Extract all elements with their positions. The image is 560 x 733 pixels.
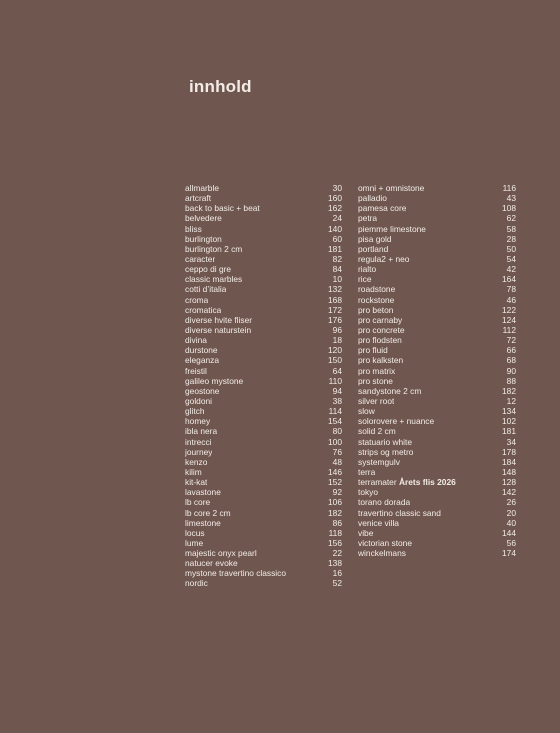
toc-entry-name: pro flodsten [358,335,402,346]
toc-entry-name: piemme limestone [358,223,426,234]
toc-entry [185,264,342,274]
toc-entry-name: allmarble [185,183,219,193]
toc-entry-page: 62 [506,213,516,224]
toc-entry [185,325,342,335]
toc-entry-page: 42 [506,264,516,275]
toc-entry [185,305,342,315]
toc-entry [185,467,342,477]
toc-entry-page: 114 [328,406,342,417]
toc-entry-name: rice [358,274,372,285]
toc-entry-page: 142 [502,487,516,498]
toc-entry-name: pro concrete [358,324,405,335]
toc-entry-page: 90 [506,365,516,376]
toc-entry-name: bliss [185,223,202,234]
toc-entry-page: 56 [506,537,516,548]
toc-entry [185,234,342,244]
toc-entry [358,406,516,416]
toc-entry-page: 26 [506,497,516,508]
toc-entry [358,335,516,345]
toc-entry-page: 80 [332,426,342,437]
toc-entry-page: 88 [506,375,516,386]
toc-entry [358,508,516,518]
toc-entry [358,203,516,213]
toc-entry [358,497,516,507]
toc-entry-page: 182 [502,385,516,396]
toc-entry [358,518,516,528]
toc-entry [185,213,342,223]
toc-entry [185,528,342,538]
toc-entry-name: ceppo di gre [185,264,232,275]
toc-entry-name: winckelmans [358,548,406,559]
toc-entry [185,295,342,305]
toc-entry [185,386,342,396]
toc-entry-name: kit-kat [185,477,208,488]
toc-entry-name: artcraft [185,193,212,204]
toc-entry-name: pro fluid [358,345,388,356]
toc-entry-name: vibe [358,527,374,538]
toc-entry-page: 140 [328,223,342,234]
toc-entry-page: 24 [332,213,342,224]
toc-entry-page: 102 [502,416,516,427]
toc-entry-name: majestic onyx pearl [185,548,257,559]
toc-entry [358,274,516,284]
toc-entry [185,578,342,588]
toc-entry-name: pro kalksten [358,355,404,366]
toc-entry-page: 66 [506,345,516,356]
toc-entry [358,366,516,376]
toc-entry-name: belvedere [185,213,222,224]
toc-entry-name: journey [185,446,213,457]
toc-entry-page: 134 [502,406,516,417]
toc-entry-name: terra [358,466,376,477]
toc-entry [358,213,516,223]
toc-entry-name: lb core [185,497,211,508]
toc-entry [185,244,342,254]
toc-entry-page: 52 [332,578,342,589]
toc-entry-name: palladio [358,193,387,204]
toc-entry-page: 150 [328,355,342,366]
toc-entry [358,396,516,406]
toc-entry-page: 182 [328,507,342,518]
toc-entry [358,437,516,447]
toc-entry [185,355,342,365]
toc-entry-page: 174 [502,548,516,559]
toc-entry [358,315,516,325]
toc-entry-page: 12 [506,395,516,406]
toc-entry-name: cotti d’italia [185,284,227,295]
toc-entry-page: 60 [332,233,342,244]
toc-entry [358,538,516,548]
toc-entry-name: divina [185,335,207,346]
toc-entry-name: kenzo [185,456,208,467]
toc-entry [185,487,342,497]
toc-entry-page: 94 [332,385,342,396]
toc-entry-page: 116 [502,183,516,193]
toc-entry [358,193,516,203]
toc-entry-page: 120 [328,345,342,356]
toc-entry [185,345,342,355]
toc-entry-name: burlington [185,233,222,244]
toc-entry-page: 100 [328,436,342,447]
toc-entry-page: 50 [506,243,516,254]
toc-entry-name: geostone [185,385,220,396]
toc-entry-page: 112 [502,324,516,335]
toc-entry-page: 16 [332,568,342,579]
toc-entry-name: victorian stone [358,537,412,548]
toc-entry-name: freistil [185,365,207,376]
toc-entry [358,244,516,254]
toc-entry-name: pisa gold [358,233,392,244]
toc-entry [358,295,516,305]
toc-entry-page: 38 [332,395,342,406]
toc-entry-name: travertino classic sand [358,507,441,518]
toc-entry [185,437,342,447]
toc-entry-name: regula2 + neo [358,253,410,264]
toc-entry [185,284,342,294]
toc-entry-page: 172 [328,304,342,315]
toc-entry-name: tokyo [358,487,379,498]
toc-entry-page: 18 [332,335,342,346]
toc-entry-page: 184 [502,456,516,467]
toc-entry-page: 181 [328,243,342,254]
toc-entry [185,426,342,436]
toc-entry-page: 54 [506,253,516,264]
toc-entry-name: pro matrix [358,365,396,376]
toc-entry-name: ibla nera [185,426,218,437]
toc-entry-page: 148 [502,466,516,477]
toc-entry-name: classic marbles [185,274,243,285]
toc-entry-name: silver root [358,395,395,406]
toc-entry-name: systemgulv [358,456,400,467]
toc-entry [185,457,342,467]
toc-entry-name: mystone travertino classico [185,568,287,579]
toc-entry-name: durstone [185,345,218,356]
toc-entry-name: diverse hvite fliser [185,314,253,325]
toc-entry-page: 108 [502,203,516,214]
toc-entry-name: torano dorada [358,497,411,508]
toc-entry-name: roadstone [358,284,396,295]
toc-entry [185,508,342,518]
toc-entry-name: caracter [185,253,216,264]
toc-entry [358,254,516,264]
toc-entry [185,274,342,284]
toc-entry-name: terramater Årets flis 2026 [358,477,456,488]
toc-entry-page: 152 [328,477,342,488]
toc-entry-name: pro stone [358,375,393,386]
toc-entry-name: glitch [185,406,205,417]
toc-entry-page: 168 [328,294,342,305]
toc-entry-page: 43 [506,193,516,204]
toc-entry [185,518,342,528]
toc-entry-name: strips og metro [358,446,414,457]
toc-entry-page: 28 [506,233,516,244]
toc-entry-name: lume [185,537,204,548]
toc-entry-name: lavastone [185,487,221,498]
toc-entry-name: omni + omnistone [358,183,425,193]
toc-entry-name: statuario white [358,436,412,447]
toc-entry-page: 46 [506,294,516,305]
toc-entry [185,548,342,558]
toc-entry-name: eleganza [185,355,219,366]
toc-entry-name: homey [185,416,211,427]
toc-entry [185,477,342,487]
toc-entry-page: 92 [332,487,342,498]
toc-entry-page: 84 [332,264,342,275]
toc-column-right [358,183,516,558]
toc-entry [185,335,342,345]
toc-entry-page: 68 [506,355,516,366]
toc-entry [185,183,342,193]
toc-entry-page: 48 [332,456,342,467]
toc-entry [358,426,516,436]
toc-entry [358,305,516,315]
toc-entry [185,254,342,264]
toc-entry-page: 124 [502,314,516,325]
toc-entry-name: back to basic + beat [185,203,260,214]
toc-entry-page: 10 [332,274,342,285]
toc-entry [185,193,342,203]
toc-entry [185,203,342,213]
toc-entry-page: 58 [506,223,516,234]
toc-entry-name: rialto [358,264,377,275]
toc-entry-name: solid 2 cm [358,426,396,437]
toc-entry [185,497,342,507]
toc-entry [358,467,516,477]
toc-entry-page: 64 [332,365,342,376]
toc-entry-name: pro beton [358,304,394,315]
toc-entry-page: 86 [332,517,342,528]
toc-entry [185,366,342,376]
toc-entry [358,416,516,426]
toc-entry [358,386,516,396]
toc-entry [358,487,516,497]
toc-entry-page: 106 [328,497,342,508]
toc-entry-name: nordic [185,578,208,589]
toc-entry [185,416,342,426]
toc-entry-page: 82 [332,253,342,264]
toc-entry [185,538,342,548]
toc-entry [358,355,516,365]
toc-entry [358,345,516,355]
toc-entry [185,315,342,325]
toc-entry [358,477,516,487]
toc-entry-page: 110 [328,375,342,386]
toc-entry-page: 20 [506,507,516,518]
toc-entry-page: 78 [506,284,516,295]
toc-entry-name: galileo mystone [185,375,244,386]
toc-entry [185,568,342,578]
toc-entry-page: 178 [502,446,516,457]
toc-entry-name: portland [358,243,389,254]
toc-entry [358,528,516,538]
toc-entry-name: venice villa [358,517,399,528]
toc-entry-name: goldoni [185,395,213,406]
toc-entry [358,224,516,234]
toc-entry-page: 30 [332,183,342,193]
toc-entry [358,234,516,244]
toc-entry-page: 160 [328,193,342,204]
toc-entry-name: rockstone [358,294,395,305]
toc-entry [358,183,516,193]
toc-entry-page: 22 [332,548,342,559]
toc-entry-page: 118 [328,527,342,538]
toc-entry-page: 162 [328,203,342,214]
toc-entry [185,224,342,234]
toc-entry-page: 156 [328,537,342,548]
toc-entry [358,264,516,274]
toc-entry-page: 144 [502,527,516,538]
toc-entry-name: natucer evoke [185,558,238,569]
toc-entry-page: 146 [328,466,342,477]
toc-entry-page: 132 [328,284,342,295]
toc-entry-name: pro carnaby [358,314,403,325]
toc-entry-name: slow [358,406,375,417]
toc-entry-page: 40 [506,517,516,528]
toc-entry [358,447,516,457]
toc-entry-page: 181 [502,426,516,437]
toc-entry-name: sandystone 2 cm [358,385,422,396]
toc-entry-name: burlington 2 cm [185,243,243,254]
toc-entry-name: limestone [185,517,221,528]
toc-entry-name: diverse naturstein [185,324,252,335]
toc-entry [358,284,516,294]
toc-entry-highlight: Årets flis 2026 [398,477,456,488]
toc-entry [185,406,342,416]
toc-entry-page: 34 [506,436,516,447]
toc-entry [358,376,516,386]
toc-entry-page: 72 [506,335,516,346]
toc-entry-page: 176 [328,314,342,325]
toc-entry-page: 164 [502,274,516,285]
toc-entry-name: kilim [185,466,202,477]
toc-entry [185,558,342,568]
toc-entry [358,457,516,467]
toc-column-left [185,183,342,589]
page-title: innhold [189,77,252,96]
toc-entry-page: 138 [328,558,342,569]
toc-entry-name: solorovere + nuance [358,416,435,427]
toc-entry-page: 154 [328,416,342,427]
toc-entry-name: intrecci [185,436,212,447]
toc-entry-page: 122 [502,304,516,315]
toc-entry-page: 128 [502,477,516,488]
toc-entry-name: croma [185,294,209,305]
toc-entry [185,447,342,457]
toc-entry [185,376,342,386]
toc-entry-name: pamesa core [358,203,407,214]
toc-entry-name: petra [358,213,378,224]
toc-entry-name: cromatica [185,304,222,315]
toc-entry [185,396,342,406]
toc-entry-page: 76 [332,446,342,457]
toc-entry-name: locus [185,527,205,538]
toc-entry [358,548,516,558]
toc-entry-name: lb core 2 cm [185,507,231,518]
toc-entry-page: 96 [332,324,342,335]
toc-entry [358,325,516,335]
